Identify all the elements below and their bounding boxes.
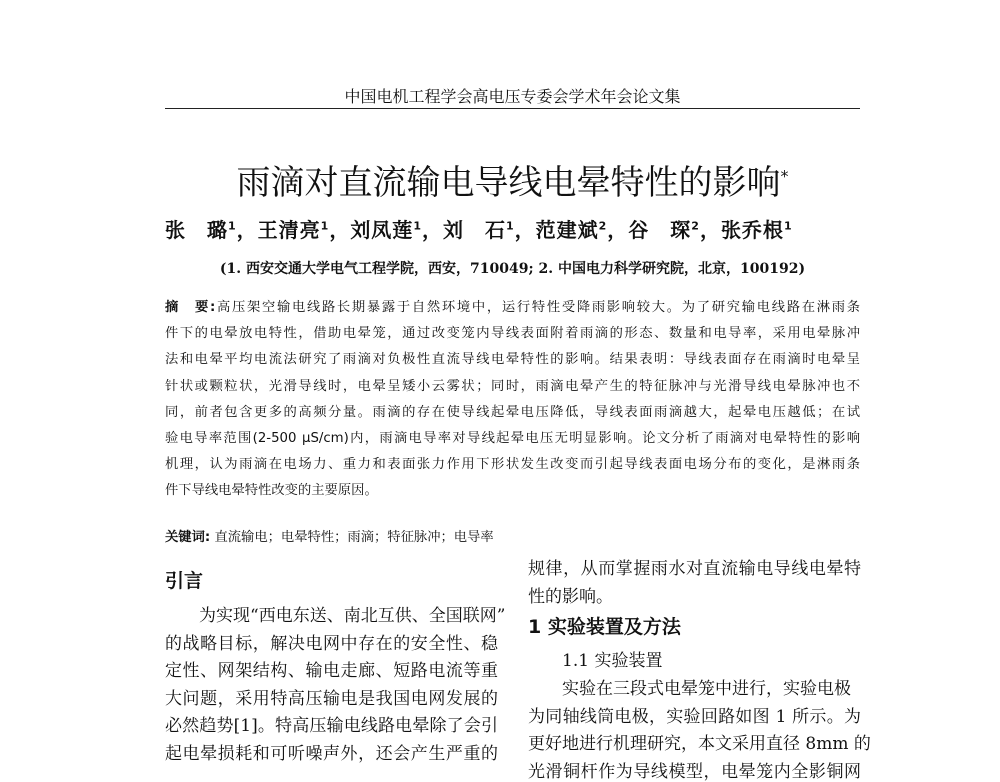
keywords-label: 关键词: (165, 530, 211, 545)
author-name: 王清亮 (257, 218, 321, 242)
body-text-line: 规律，从而掌握雨水对直流输电导线电晕特 (528, 559, 861, 579)
affiliations: (1. 西安交通大学电气工程学院，西安，710049; 2. 中国电力科学研究院，北京，100192) (219, 261, 806, 277)
author: 王清亮$^1$， (257, 218, 351, 242)
keywords (165, 526, 494, 545)
author-affiliation-mark: 1 (228, 219, 237, 233)
abstract-line: 验电导率范围(2-500 μS/cm)内，雨滴电导率对导线起晕电压无明显影响。论文分析了雨滴对电晕特性的影响 (165, 431, 860, 446)
abstract-text: 高压架空输电线路长期暴露于自然环境中，运行特性受降雨影响较大。为了研究输电线路在淋雨条 (215, 300, 860, 315)
author-name: 谷 琛 (628, 218, 692, 242)
abstract-line (165, 296, 860, 315)
author-name: 范建斌 (535, 218, 599, 242)
author-list (165, 214, 860, 243)
title-text: 雨滴对直流输电导线电晕特性的影响 (236, 163, 781, 203)
body-text-line: 更好地进行机理研究，本文采用直径 8mm 的 (528, 734, 871, 755)
body-text-line: 为实现“西电东送、南北互供、全国联网” (165, 606, 506, 626)
running-head: 中国电机工程学会高电压专委会学术年会论文集 (344, 87, 681, 106)
author-affiliation-mark: 1 (413, 219, 422, 233)
keywords-text: 直流输电；电晕特性；雨滴；特征脉冲；电导率 (214, 530, 494, 545)
body-text-line: 实验在三段式电晕笼中进行，实验电极 (528, 679, 851, 699)
author-affiliation-mark: 2 (598, 219, 608, 233)
header-rule (165, 108, 860, 109)
author: 刘 石$^1$， (442, 218, 536, 242)
author: 张 璐$^1$， (165, 218, 258, 242)
author-affiliation-mark: 1 (505, 219, 515, 233)
section-heading-1: 1 实验装置及方法 (528, 616, 681, 638)
abstract-label: 摘 要: (165, 300, 216, 315)
author: 谷 琛$^2$， (628, 218, 721, 242)
body-text-line: 的战略目标，解决电网中存在的安全性、稳 (165, 633, 498, 654)
body-text-line: 起电晕损耗和可听噪声外，还会产生严重的 (165, 744, 498, 764)
author-name: 刘 石 (442, 218, 506, 242)
abstract-line: 件下的电晕放电特性，借助电晕笼，通过改变笼内导线表面附着雨滴的形态、数量和电导率，采用电晕脉冲 (165, 326, 860, 342)
body-text-line: 为同轴线筒电极，实验回路如图 1 所示。为 (528, 706, 861, 727)
body-text-line: 光滑铜杆作为导线模型，电晕笼内全影铜网 (528, 761, 861, 782)
body-text-line: 大问题，采用特高压输电是我国电网发展的 (165, 688, 498, 709)
abstract-line: 同，前者包含更多的高频分量。雨滴的存在使导线起晕电压降低，导线表面雨滴越大，起晕电压越低；在试 (165, 404, 860, 420)
author-affiliation-mark: 2 (691, 219, 700, 233)
author (721, 218, 793, 242)
abstract-line: 机理，认为雨滴在电场力、重力和表面张力作用下形状发生改变而引起导线表面电场分布的变化，是淋雨条 (165, 457, 860, 473)
author-name: 刘凤莲 (350, 218, 414, 242)
author: 范建斌$^2$， (535, 218, 629, 242)
author-affiliation-mark: 1 (783, 219, 793, 233)
body-text-line: 必然趋势[1]。特高压输电线路电晕除了会引 (165, 716, 498, 737)
abstract-line: 件下导线电晕特性改变的主要原因。 (165, 483, 378, 499)
abstract-line: 法和电晕平均电流法研究了雨滴对负极性直流导线电晕特性的影响。结果表明：导线表面存在雨滴时电晕呈 (165, 352, 860, 368)
title-footnote-mark: * (780, 166, 789, 186)
author: 刘凤莲$^1$， (350, 218, 443, 242)
paper-title (165, 155, 860, 204)
abstract-line: 针状或颗粒状，光滑导线时，电晕呈矮小云雾状；同时，雨滴电晕产生的特征脉冲与光滑导线电晕脉冲也不 (165, 378, 860, 394)
author-name: 张乔根 (720, 218, 784, 242)
author-affiliation-mark: 1 (320, 219, 330, 233)
body-text-line: 定性、网架结构、输电走廊、短路电流等重 (165, 661, 498, 682)
body-text-line: 性的影响。 (528, 586, 613, 607)
author-name: 张 璐 (165, 218, 228, 242)
subsection-heading-1-1: 1.1 实验装置 (562, 651, 663, 671)
section-heading-introduction: 引言 (165, 570, 204, 592)
